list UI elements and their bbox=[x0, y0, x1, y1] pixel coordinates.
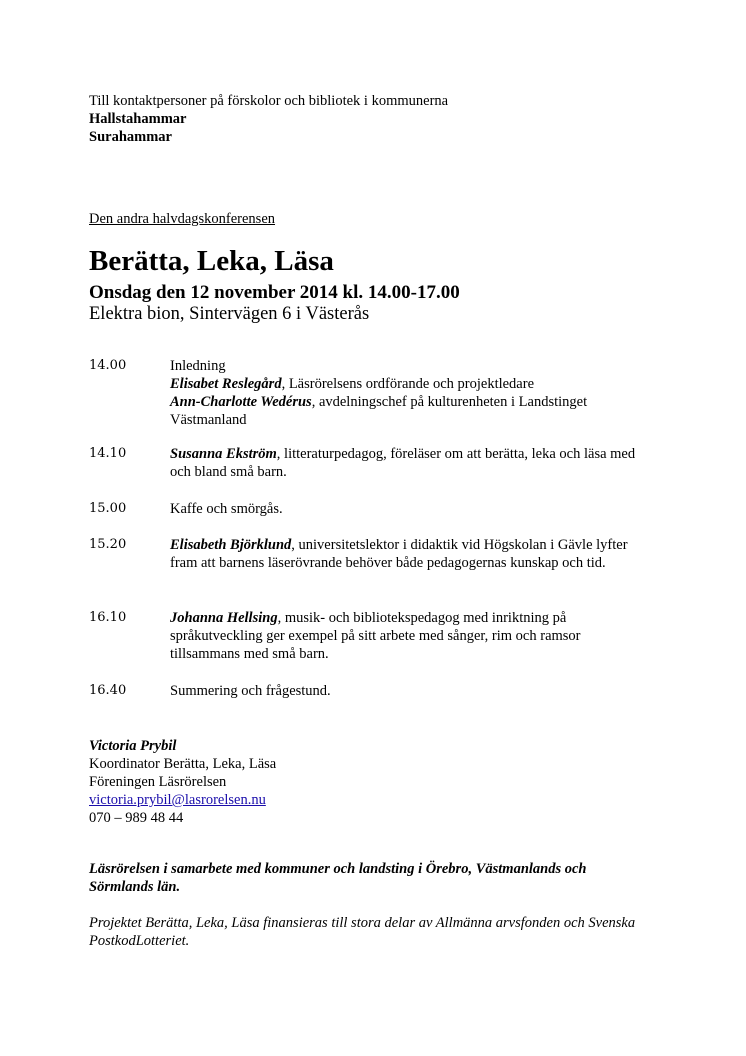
recipient-block bbox=[89, 92, 448, 146]
recipient-line: Till kontaktpersoner på förskolor och bibliotek i kommunerna bbox=[89, 93, 449, 109]
agenda-description: Kaffe och smörgås. bbox=[170, 501, 283, 517]
event-venue: Elektra bion, Sintervägen 6 i Västerås bbox=[89, 304, 370, 324]
event-date-time: Onsdag den 12 november 2014 kl. 14.00-17.00 bbox=[89, 282, 460, 303]
agenda-time: 15.20 bbox=[89, 537, 127, 552]
funding-statement: Projektet Berätta, Leka, Läsa finansieras till stora delar av Allmänna arvsfonden och Svenska PostkodLotteriet. bbox=[89, 915, 636, 949]
speaker-name: Elisabet Reslegård bbox=[170, 376, 282, 392]
contact-role: Koordinator Berätta, Leka, Läsa bbox=[89, 756, 277, 772]
agenda-description: Summering och frågestund. bbox=[170, 683, 331, 699]
conference-series: Den andra halvdagskonferensen bbox=[89, 211, 276, 227]
agenda-time: 15.00 bbox=[89, 501, 127, 516]
agenda-description bbox=[170, 609, 650, 663]
contact-name: Victoria Prybil bbox=[89, 738, 177, 754]
agenda-description bbox=[170, 536, 650, 572]
contact-email-line bbox=[89, 791, 276, 809]
agenda-time: 16.40 bbox=[89, 683, 127, 698]
partnership-statement: Läsrörelsen i samarbete med kommuner och landsting i Örebro, Västmanlands och Sörmlands län. bbox=[89, 861, 587, 895]
speaker-name: Elisabeth Björklund bbox=[170, 537, 292, 553]
speaker-name: Susanna Ekström bbox=[170, 446, 277, 462]
contact-phone: 070 – 989 48 44 bbox=[89, 810, 184, 826]
agenda-time: 16.10 bbox=[89, 610, 127, 625]
contact-email-link[interactable]: victoria.prybil@lasrorelsen.nu bbox=[89, 792, 266, 808]
agenda-time: 14.00 bbox=[89, 358, 127, 373]
agenda-line bbox=[170, 393, 650, 429]
contact-organization: Föreningen Läsrörelsen bbox=[89, 774, 227, 790]
speaker-detail: , Läsrörelsens ordförande och projektledare bbox=[281, 376, 535, 392]
agenda-description bbox=[170, 357, 650, 429]
speaker-detail: , musik- och bibliotekspedagog med inriktning på språkutveckling ger exempel på sitt arbete med sånger, rim och ramsor tillsammans med små barn. bbox=[170, 610, 581, 662]
municipality-hallstahammar: Hallstahammar bbox=[89, 111, 187, 127]
agenda-description bbox=[170, 445, 650, 481]
page-title: Berätta, Leka, Läsa bbox=[89, 245, 334, 277]
speaker-name: Ann-Charlotte Wedérus bbox=[170, 394, 312, 410]
speaker-detail: , universitetslektor i didaktik vid Högskolan i Gävle lyfter fram att barnens läserövrande behöver både pedagogernas kunskap och tid. bbox=[170, 537, 628, 571]
speaker-detail: , avdelningschef på kulturenheten i Landstinget Västmanland bbox=[170, 394, 588, 428]
agenda-line bbox=[170, 375, 650, 393]
municipality-surahammar: Surahammar bbox=[89, 129, 172, 145]
agenda-line: Inledning bbox=[170, 358, 226, 374]
speaker-name: Johanna Hellsing bbox=[170, 610, 278, 626]
agenda-time: 14.10 bbox=[89, 446, 127, 461]
contact-block bbox=[89, 737, 276, 827]
speaker-detail: , litteraturpedagog, föreläser om att berätta, leka och läsa med och bland små barn. bbox=[170, 446, 636, 480]
